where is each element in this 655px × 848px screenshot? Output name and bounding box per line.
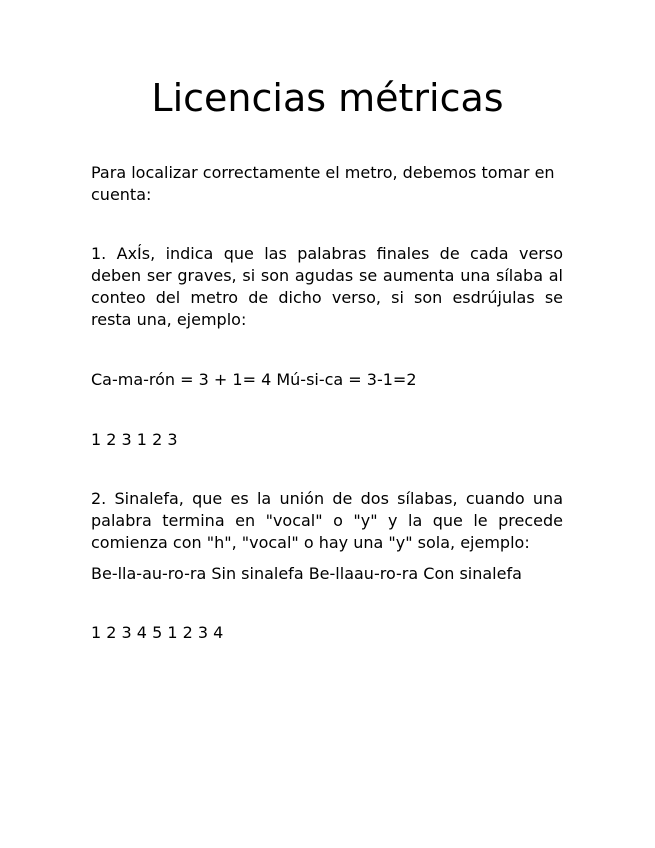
sinalefa-example-line: Be-lla-au-ro-ra Sin sinalefa Be-llaau-ro-ra Con sinalefa [91, 564, 522, 583]
page-title: Licencias métricas [151, 76, 504, 120]
intro-paragraph: Para localizar correctamente el metro, debemos tomar en cuenta: [91, 163, 555, 204]
sinalefa-count-line: 1 2 3 4 5 1 2 3 4 [91, 623, 224, 642]
axis-rule-paragraph: 1. AxÍs, indica que las palabras finales de cada verso deben ser graves, si son agudas se aumenta una sílaba al conteo del metro de dicho verso, si son esdrújulas se resta una, ejemplo: [91, 244, 563, 329]
axis-example-line: Ca-ma-rón = 3 + 1= 4 Mú-si-ca = 3-1=2 [91, 370, 417, 389]
axis-count-line: 1 2 3 1 2 3 [91, 430, 178, 449]
sinalefa-rule-paragraph: 2. Sinalefa, que es la unión de dos sílabas, cuando una palabra termina en "vocal" o "y" y la que le precede comienza con "h", "vocal" o hay una "y" sola, ejemplo: [91, 489, 563, 552]
